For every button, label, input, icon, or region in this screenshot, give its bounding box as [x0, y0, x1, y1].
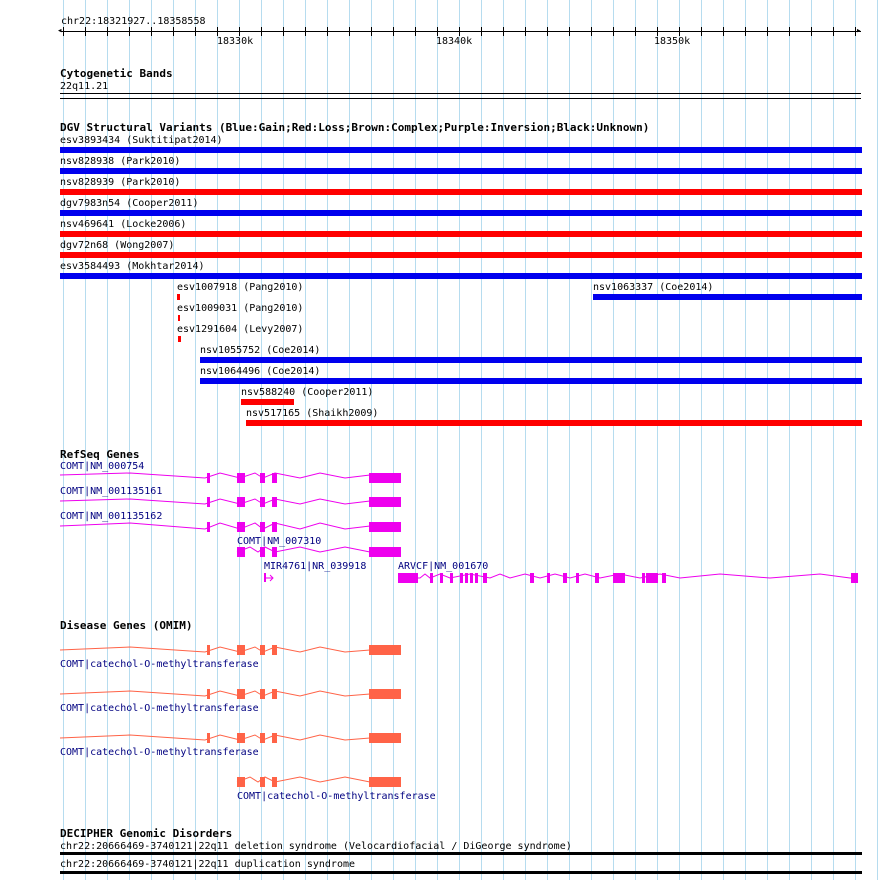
dgv-variant-label: nsv1063337 (Coe2014)	[593, 282, 714, 293]
refseq-gene-label[interactable]: COMT|NM_007310	[237, 536, 322, 547]
track-title-cytogenetic-bands: Cytogenetic Bands	[60, 67, 173, 80]
dgv-variant-label: esv1009031 (Pang2010)	[177, 303, 304, 314]
dgv-variant-label: esv3584493 (Mokhtar2014)	[60, 261, 205, 272]
track-title-decipher: DECIPHER Genomic Disorders	[60, 827, 233, 840]
decipher-item-label: chr22:20666469-3740121|22q11 deletion syndrome (Velocardiofacial / DiGeorge syndrome)	[60, 841, 572, 852]
refseq-gene-label[interactable]: COMT|NM_001135161	[60, 486, 163, 497]
dgv-variant-label: esv3893434 (Suktitipat2014)	[60, 135, 223, 146]
omim-gene-label[interactable]: COMT|catechol-O-methyltransferase	[60, 703, 259, 714]
dgv-variant-label: dgv7983n54 (Cooper2011)	[60, 198, 199, 209]
dgv-variant-label: esv1007918 (Pang2010)	[177, 282, 304, 293]
cytoband-label: 22q11.21	[60, 81, 109, 92]
refseq-gene-label[interactable]: MIR4761|NR_039918	[264, 561, 367, 572]
ruler-label-18340k: 18340k	[436, 36, 473, 47]
omim-gene-label[interactable]: COMT|catechol-O-methyltransferase	[237, 791, 436, 802]
refseq-gene-label[interactable]: COMT|NM_000754	[60, 461, 145, 472]
refseq-gene-label[interactable]: ARVCF|NM_001670	[398, 561, 489, 572]
dgv-variant-label: nsv828939 (Park2010)	[60, 177, 181, 188]
dgv-variant-label: nsv1064496 (Coe2014)	[200, 366, 321, 377]
dgv-variant-label: nsv517165 (Shaikh2009)	[246, 408, 379, 419]
dgv-variant-label: dgv72n68 (Wong2007)	[60, 240, 175, 251]
decipher-item-bar[interactable]	[60, 852, 862, 855]
dgv-variant-label: nsv469641 (Locke2006)	[60, 219, 187, 230]
omim-gene-label[interactable]: COMT|catechol-O-methyltransferase	[60, 747, 259, 758]
dgv-variant-label: esv1291604 (Levy2007)	[177, 324, 304, 335]
dgv-variant-label: nsv588240 (Cooper2011)	[241, 387, 374, 398]
ruler-label-18350k: 18350k	[654, 36, 691, 47]
ruler-left-arrow-icon[interactable]: ◂	[57, 26, 63, 36]
track-title-refseq-genes: RefSeq Genes	[60, 448, 140, 461]
track-title-dgv: DGV Structural Variants (Blue:Gain;Red:Loss;Brown:Complex;Purple:Inversion;Black:Unknown)	[60, 121, 650, 134]
location-label: chr22:18321927..18358558	[61, 16, 206, 27]
track-title-omim: Disease Genes (OMIM)	[60, 619, 193, 632]
decipher-item-bar[interactable]	[60, 871, 862, 874]
refseq-gene-label[interactable]: COMT|NM_001135162	[60, 511, 163, 522]
dgv-variant-label: nsv1055752 (Coe2014)	[200, 345, 321, 356]
ruler-right-arrow-icon[interactable]: ▸	[856, 26, 862, 36]
omim-gene-label[interactable]: COMT|catechol-O-methyltransferase	[60, 659, 259, 670]
ruler-label-18330k: 18330k	[217, 36, 254, 47]
decipher-item-label: chr22:20666469-3740121|22q11 duplication syndrome	[60, 859, 356, 870]
dgv-variant-label: nsv828938 (Park2010)	[60, 156, 181, 167]
